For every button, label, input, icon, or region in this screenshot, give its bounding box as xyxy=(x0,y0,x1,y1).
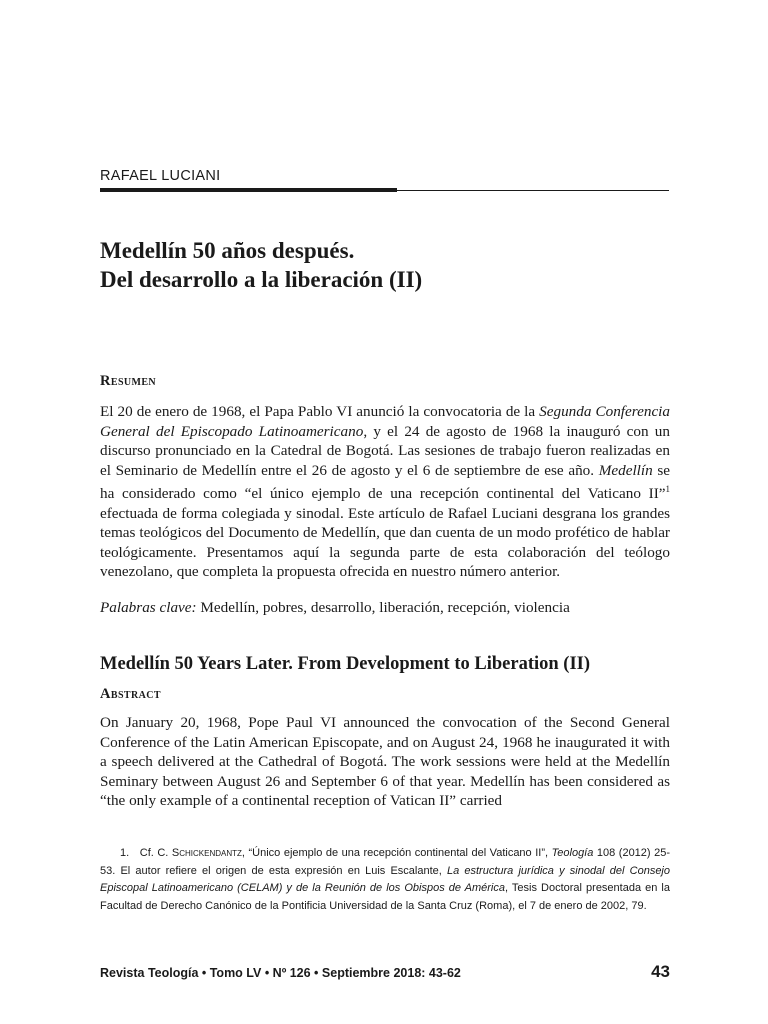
footnote-author: Schickendantz xyxy=(171,847,242,859)
resumen-text-4: efectuada de forma colegiada y sinodal. Este artículo de Rafael Luciani desgrana los grandes temas teológicos del Documento de Medellín, que dan cuenta de un modo profético de hablar teológicamente. Presentamos aquí la segunda parte de esta colaboración del teólogo venezolano, que completa la propuesta ofrecida en nuestro número anterior. xyxy=(100,504,670,581)
footnote-reference: 1 xyxy=(665,484,670,494)
footnote-text-3: 108 (2012) 25-53. El autor refiere el origen de esta expresión en Luis Escalante, xyxy=(100,847,671,877)
footnote-text-1: Cf. C. xyxy=(139,847,172,859)
keywords-values: Medellín, pobres, desarrollo, liberación, recepción, violencia xyxy=(196,599,570,616)
footnote-1 xyxy=(100,845,670,915)
resumen-text-2: , y el 24 de agosto de 1968 la inauguró con un discurso pronunciado en la Catedral de Bogotá. Las sesiones de trabajo fueron realizadas en el Seminario de Medellín entre el 26 de agosto y el 6 de septiembre de ese año. xyxy=(100,422,670,479)
footnote-text-2: , “Único ejemplo de una recepción continental del Vaticano II”, xyxy=(241,847,552,859)
article-title xyxy=(100,236,670,294)
footnote-number: 1. xyxy=(120,847,130,859)
footer-journal-citation: Revista Teología • Tomo LV • Nº 126 • Septiembre 2018: 43-62 xyxy=(100,966,461,980)
footnote-book-title: La estructura jurídica y sinodal del Consejo Episcopal Latinoamericano (CELAM) y de la Reunión de los Obispos de América xyxy=(100,864,670,894)
footnote-journal: Teología xyxy=(551,847,594,859)
article-title-line-2: Del desarrollo a la liberación (II) xyxy=(100,267,423,292)
article-title-line-1: Medellín 50 años después. xyxy=(100,238,355,263)
abstract-paragraph: On January 20, 1968, Pope Paul VI announced the convocation of the Second General Conference of the Latin American Episcopate, and on August 24, 1968 he inaugurated it with a speech delivered at the Cathedral of Bogotá. The work sessions were held at the Medellín Seminary between August 26 and September 6 of that year. Medellín has been considered as “the only example of a continental reception of Vatican II” carried xyxy=(100,714,670,809)
page-number: 43 xyxy=(651,962,670,981)
keywords-line xyxy=(100,598,670,618)
english-title: Medellín 50 Years Later. From Development to Liberation (II) xyxy=(100,654,591,674)
footnote-text-4: , Tesis Doctoral presentada en la Facultad de Derecho Canónico de la Pontificia Universidad de la Santa Cruz (Roma), el 7 de enero de 2002, 79. xyxy=(100,882,670,912)
abstract-heading: Abstract xyxy=(100,686,161,702)
header-rule-thick xyxy=(100,188,397,192)
resumen-heading: Resumen xyxy=(100,373,157,389)
keywords-label: Palabras clave: xyxy=(100,599,197,616)
resumen-italic-conference: Segunda Conferencia General del Episcopado Latinoamericano xyxy=(100,403,670,440)
resumen-text-1: El 20 de enero de 1968, el Papa Pablo VI anunció la convocatoria de la xyxy=(100,403,540,420)
running-header-author: RAFAEL LUCIANI xyxy=(100,168,221,184)
resumen-italic-medellin: Medellín xyxy=(598,461,653,479)
resumen-paragraph xyxy=(100,402,670,582)
header-rule-thin xyxy=(397,190,669,191)
resumen-text-3: se ha considerado como “el único ejemplo de una recepción continental del Vaticano II” xyxy=(100,461,671,503)
